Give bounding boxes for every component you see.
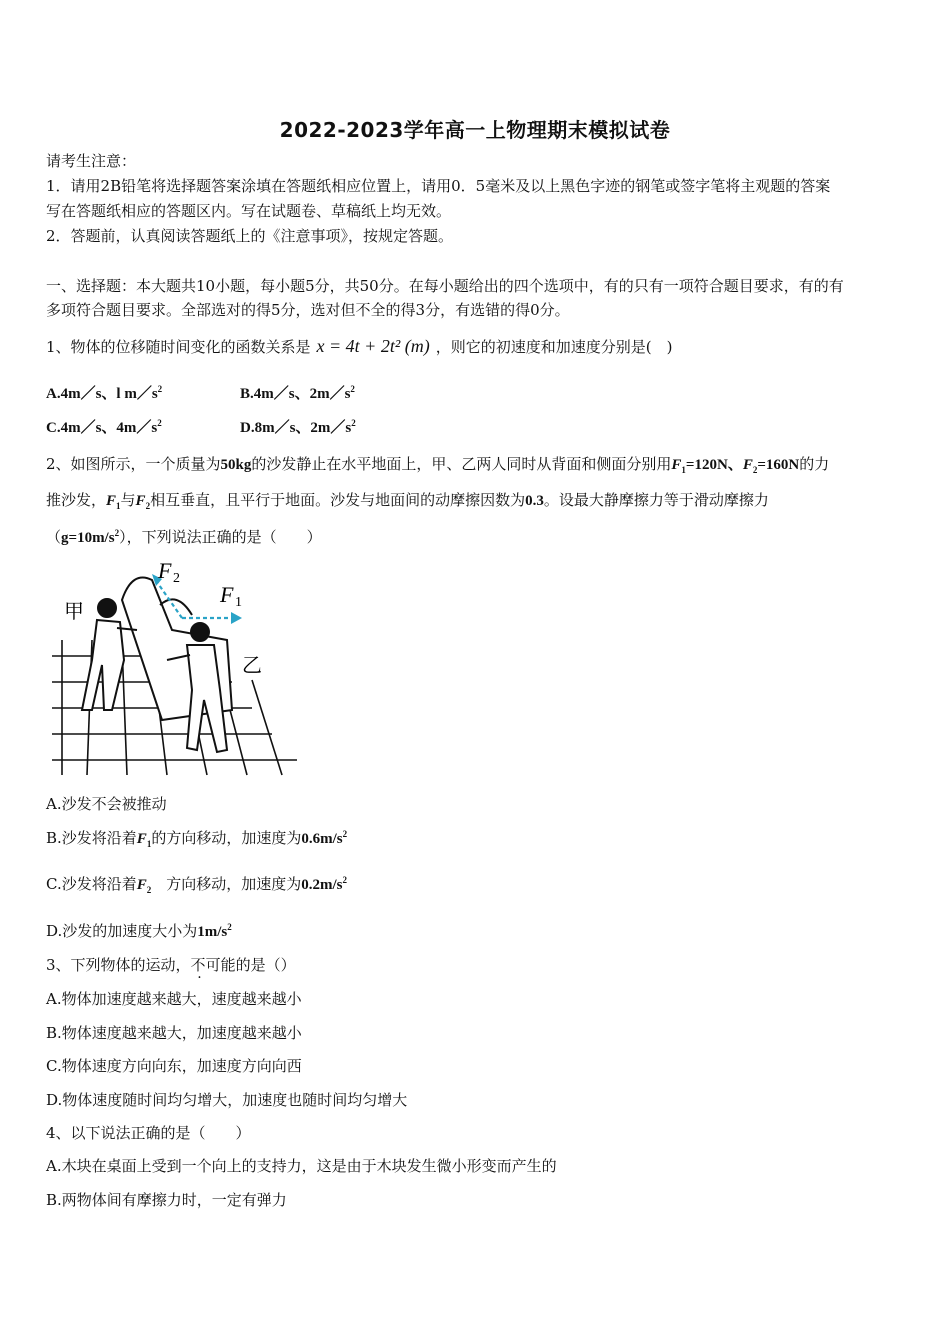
question-2-stem-line-3: $(g=10m/s^2)$，下列说法正确的是（ ）	[46, 528, 322, 546]
question-4-stem: 4、以下说法正确的是（ ）	[46, 1124, 251, 1142]
notice-item-2: 2．答题前，认真阅读答题纸上的《注意事项》，按规定答题。	[46, 227, 454, 245]
q2-option-d: D.沙发的加速度大小为$1m/s^2$	[46, 922, 232, 940]
q1-suffix: ，则它的初速度和加速度分别是( )	[435, 338, 673, 356]
q4-option-b: B.两物体间有摩擦力时，一定有弹力	[46, 1191, 287, 1209]
q1-option-c: C.4m／s、$4m/s^2$	[46, 418, 162, 436]
q1-option-a: A.4m／s、l $m/s^2$	[46, 384, 163, 402]
notice-heading: 请考生注意：	[46, 152, 137, 170]
question-2-stem-line-2: 推沙发，$F_1$与$F_2$相互垂直，且平行于地面。沙发与地面间的动摩擦因数为0.3。设最大静摩擦力等于滑动摩擦力	[46, 491, 769, 511]
q2-option-c: C.沙发将沿着$F_2$ 方向移动，加速度为$0.2m/s^2$	[46, 875, 347, 895]
q2-option-a: A.沙发不会被推动	[46, 795, 167, 813]
question-2-stem-line-1: 2、如图所示，一个质量为50kg的沙发静止在水平地面上，甲、乙两人同时从背面和侧面分别用$F_1=120N$、$F_2=160N$的力	[46, 455, 830, 475]
q4-option-a: A.木块在桌面上受到一个向上的支持力，这是由于木块发生微小形变而产生的	[46, 1157, 557, 1175]
q3-emphasis: 不	[190, 956, 206, 974]
notice-item-1-line-1: 1．请用2B铅笔将选择题答案涂填在答题纸相应位置上，请用0．5毫米及以上黑色字迹的钢笔或签字笔将主观题的答案	[46, 177, 831, 195]
section-1-intro-line-1: 一、选择题：本大题共10小题，每小题5分，共50分。在每小题给出的四个选项中，有的只有一项符合题目要求，有的有	[46, 277, 844, 295]
section-1-intro-line-2: 多项符合题目要求。全部选对的得5分，选对但不全的得3分，有选错的得0分。	[46, 301, 570, 319]
fig-f2-sub: 2	[173, 571, 180, 586]
q3-option-c: C.物体速度方向向东，加速度方向向西	[46, 1057, 302, 1075]
q1-prefix: 1、物体的位移随时间变化的函数关系是	[46, 338, 311, 356]
q1-option-b: B.4m／s、$2m/s^2$	[240, 384, 355, 402]
fig-label-jia: 甲	[64, 599, 84, 623]
question-3-stem: 3、下列物体的运动，不可能的是（）	[46, 956, 296, 974]
sofa-push-figure	[52, 560, 302, 780]
fig-f1-label: F	[220, 582, 234, 607]
fig-f2-label: F	[158, 560, 172, 583]
fig-f1-sub: 1	[235, 595, 242, 610]
notice-item-1-line-2: 写在答题纸相应的答题区内。写在试题卷、草稿纸上均无效。	[46, 202, 452, 220]
q1-formula: x = 4t + 2t² (m)	[316, 336, 430, 356]
q3-option-d: D.物体速度随时间均匀增大，加速度也随时间均匀增大	[46, 1091, 408, 1109]
q1-option-d: D.8m／s、$2m/s^2$	[240, 418, 356, 436]
q3-option-a: A.物体加速度越来越大，速度越来越小	[46, 990, 302, 1008]
f1-arrowhead	[231, 612, 242, 624]
question-1-stem	[46, 336, 672, 357]
fig-label-yi: 乙	[242, 653, 262, 677]
q2-option-b: B.沙发将沿着$F_1$的方向移动，加速度为$0.6m/s^2$	[46, 829, 348, 849]
q3-option-b: B.物体速度越来越大，加速度越来越小	[46, 1024, 302, 1042]
page-title: 2022-2023学年高一上物理期末模拟试卷	[279, 118, 671, 142]
